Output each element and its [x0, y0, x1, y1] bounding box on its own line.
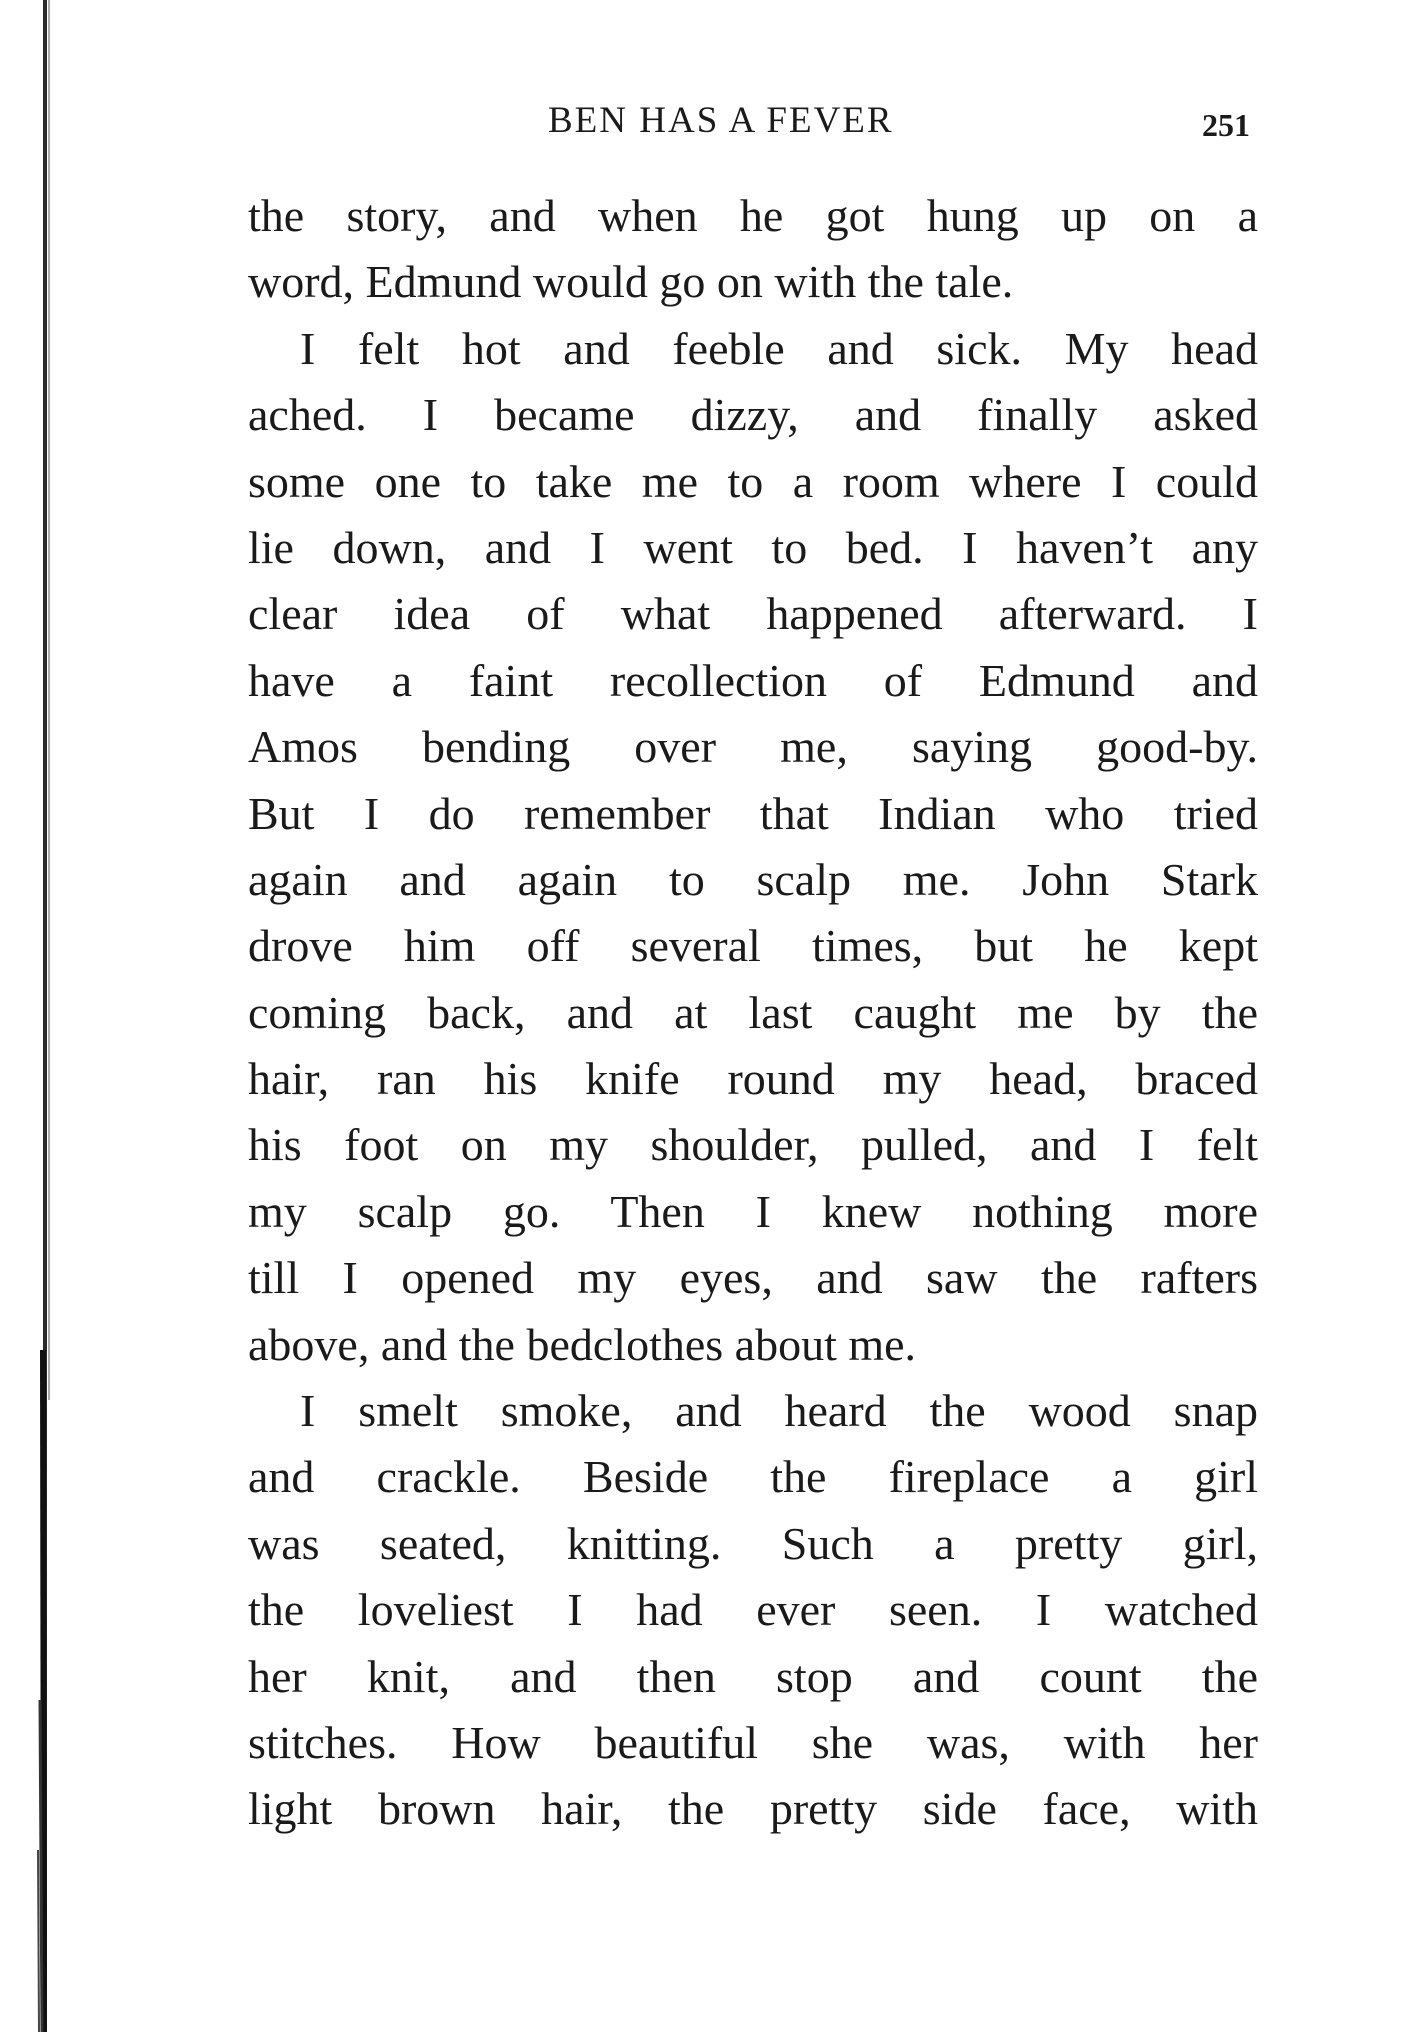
text-line: his foot on my shoulder, pulled, and I felt [248, 1119, 1258, 1171]
text-line: light brown hair, the pretty side face, with [248, 1783, 1258, 1835]
text-line: some one to take me to a room where I could [248, 455, 1258, 507]
body-text [248, 183, 1258, 1843]
page-binding-edge [0, 0, 60, 2032]
text-line: her knit, and then stop and count the [248, 1650, 1258, 1702]
text-line: coming back, and at last caught me by the [248, 986, 1258, 1038]
text-line: ached. I became dizzy, and finally asked [248, 389, 1258, 441]
text-line: the loveliest I had ever seen. I watched [248, 1584, 1258, 1636]
text-line: But I do remember that Indian who tried [248, 787, 1258, 839]
text-line: word, Edmund would go on with the tale. [248, 256, 1014, 308]
text-line: stitches. How beautiful she was, with her [248, 1716, 1258, 1768]
text-line: again and again to scalp me. John Stark [248, 853, 1258, 905]
text-line: Amos bending over me, saying good-by. [248, 721, 1258, 773]
running-title: BEN HAS A FEVER [548, 100, 894, 141]
text-line: and crackle. Beside the fireplace a girl [248, 1451, 1258, 1503]
text-line: I smelt smoke, and heard the wood snap [300, 1385, 1258, 1437]
text-line: lie down, and I went to bed. I haven’t any [248, 521, 1258, 573]
running-head [0, 96, 1401, 146]
text-line: have a faint recollection of Edmund and [248, 654, 1258, 706]
text-line: till I opened my eyes, and saw the rafters [248, 1252, 1258, 1304]
text-line: was seated, knitting. Such a pretty girl, [248, 1517, 1258, 1569]
text-line: clear idea of what happened afterward. I [248, 588, 1258, 640]
text-line: above, and the bedclothes about me. [248, 1318, 917, 1370]
text-line: the story, and when he got hung up on a [248, 190, 1258, 241]
text-line: my scalp go. Then I knew nothing more [248, 1185, 1258, 1237]
text-line: drove him off several times, but he kept [248, 920, 1258, 972]
text-line: hair, ran his knife round my head, braced [248, 1053, 1258, 1105]
text-line: I felt hot and feeble and sick. My head [300, 322, 1258, 374]
page-number: 251 [1202, 107, 1250, 143]
